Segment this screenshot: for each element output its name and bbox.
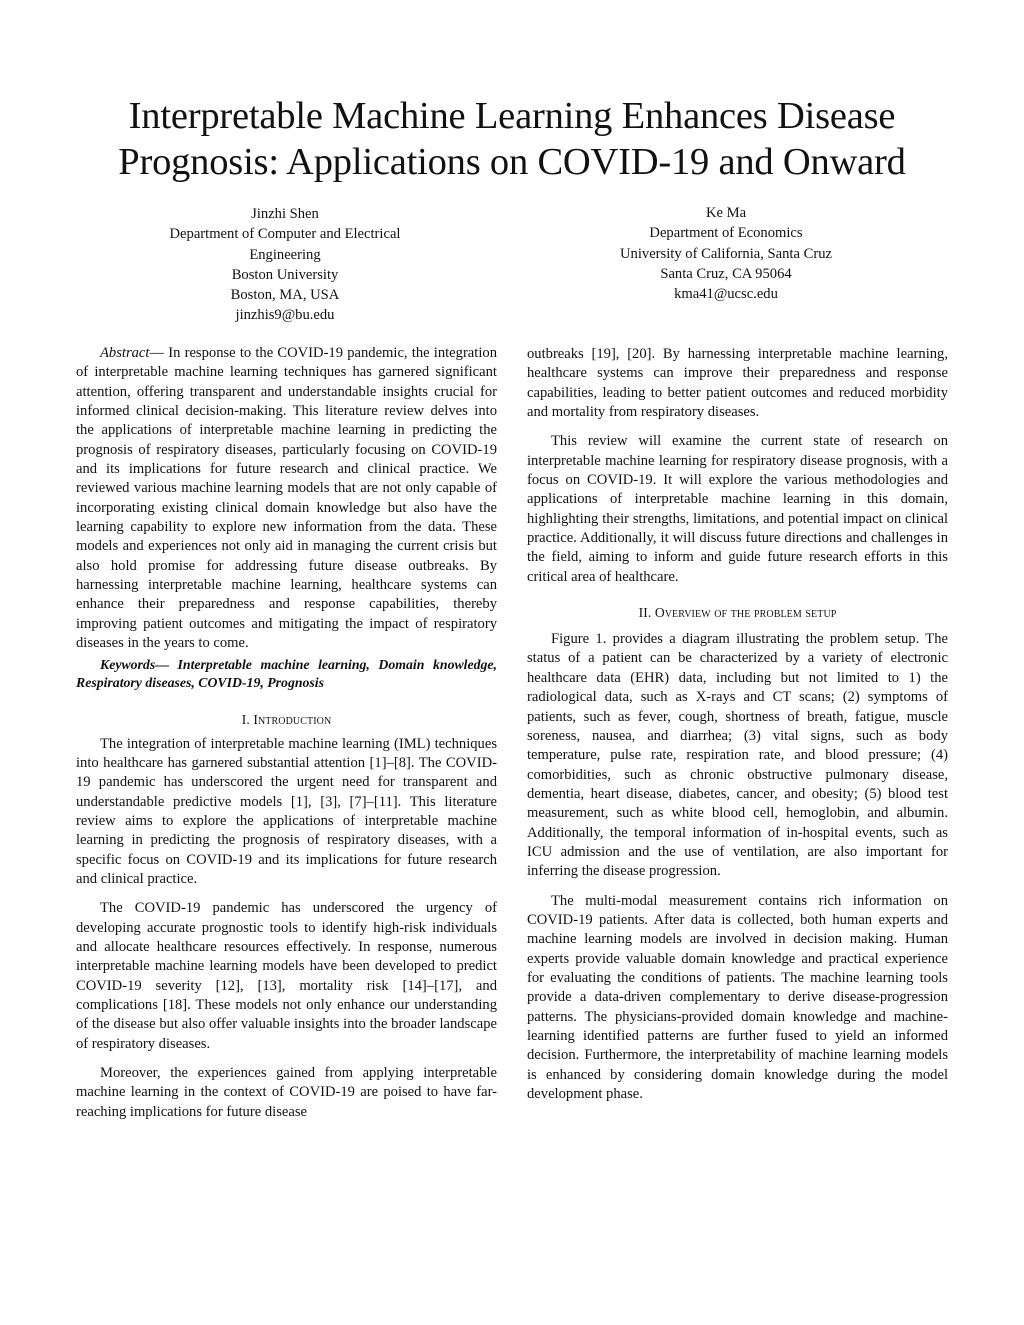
left-column — [76, 344, 497, 1122]
author-name: Ke Ma — [705, 205, 747, 221]
author-email: kma41@ucsc.edu — [674, 286, 778, 303]
intro-paragraph-4: This review will examine the current state of research on interpretable machine learning for respiratory disease prognosis, with a focus on COVID-19. It will explore the various methodologies and applications of interpretable machine learning in this domain, highlighting their strengths, limitations, and potential impact on clinical practice. Additionally, it will discuss future directions and challenges in the field, aiming to inform and guide future research efforts in this critical area of healthcare. — [527, 433, 948, 585]
abstract-text: — In response to the COVID-19 pandemic, the integration of interpretable machine learning techniques has garnered significant attention, offering transparent and understandable insights crucial for informed clinical decision-making. This literature review delves into the applications of interpretable machine learning in predicting the prognosis of respiratory diseases, particularly focusing on COVID-19 and its implications for future research and clinical practice. We reviewed various machine learning models that are not only capable of incorporating existing clinical domain knowledge but also have the learning capability to explore new information from the data. These models and experiences not only aid in managing the current crisis but also hold promise for addressing future disease outbreaks. By harnessing interpretable machine learning, healthcare systems can enhance their preparedness and response capabilities, thereby improving patient outcomes and mitigating the impact of respiratory diseases in the years to come. — [76, 345, 497, 652]
author-affiliation: Department of Economics — [649, 225, 803, 242]
author-block-1 — [120, 204, 450, 326]
intro-paragraph-1: The integration of interpretable machine learning (IML) techniques into healthcare has garnered substantial attention [1]–[8]. The COVID-19 pandemic has underscored the urgent need for transparent and understandable predictive models [1], [3], [7]–[11]. This literature review aims to explore the applications of interpretable machine learning in predicting the prognosis of respiratory diseases, with a specific focus on COVID-19 and its implications for future research and clinical practice. — [76, 735, 497, 887]
author-location: Boston, MA, USA — [230, 287, 340, 304]
author-affiliation: Department of Computer and Electrical — [169, 226, 401, 243]
section-heading-overview: II. Overview of the problem setup — [638, 605, 837, 621]
paper-title — [40, 93, 984, 185]
author-affiliation: Engineering — [249, 246, 321, 263]
author-location: Santa Cruz, CA 95064 — [660, 265, 792, 282]
intro-paragraph-3: Moreover, the experiences gained from applying interpretable machine learning in the context of COVID-19 are poised to have far-reaching implications for future disease — [76, 1065, 497, 1120]
intro-paragraph-2: The COVID-19 pandemic has underscored the urgency of developing accurate prognostic tools to identify high-risk individuals and allocate healthcare resources effectively. In response, numerous interpretable machine learning models have been developed to predict COVID-19 severity [12], [13], mortality risk [14]–[17], and complications [18]. These models not only enhance our understanding of the disease but also offer valuable insights into the broader landscape of respiratory diseases. — [76, 900, 497, 1052]
author-institution: Boston University — [231, 266, 339, 283]
paper-title-line-2: Prognosis: Applications on COVID-19 and Onward — [118, 141, 906, 183]
author-block-2 — [576, 203, 876, 304]
right-column — [527, 345, 948, 1104]
keywords: Keywords— Interpretable machine learning, Domain knowledge, Respiratory diseases, COVID-19, Prognosis — [76, 656, 497, 690]
section-heading-introduction: I. Introduction — [241, 711, 332, 727]
author-name: Jinzhi Shen — [251, 206, 319, 222]
overview-paragraph-1: Figure 1. provides a diagram illustrating the problem setup. The status of a patient can be characterized by a variety of electronic healthcare data (EHR) data, including but not limited to 1) the radiological data, such as X-rays and CT scans; (2) symptoms of patients, such as fever, cough, shortness of breath, fatigue, muscle soreness, nausea, and diarrhea; (3) vital signs, such as body temperature, pulse rate, respiration rate, and blood pressure; (4) comorbidities, such as chronic obstructive pulmonary disease, dementia, heart disease, diabetes, cancer, and obesity; (5) blood test measurement, such as white blood cell, hemoglobin, and albumin. Additionally, the temporal information of in-hospital events, such as ICU admission and the use of ventilation, are also important for inferring the disease progression. — [527, 631, 948, 880]
overview-paragraph-2: The multi-modal measurement contains rich information on COVID-19 patients. After data is collected, both human experts and machine learning models are involved in decision making. Human experts provide valuable domain knowledge and practical experience for evaluating the conditions of patients. The machine learning tools provide a data-driven complementary to derive disease-progression patterns. The physicians-provided domain knowledge and machine-learning identified patterns are further fused to yield an informed decision. Furthermore, the interpretability of machine learning models is enhanced by considering domain knowledge during the model development phase. — [527, 892, 948, 1103]
intro-paragraph-3-continued: outbreaks [19], [20]. By harnessing interpretable machine learning, healthcare systems can improve their preparedness and response capabilities, leading to better patient outcomes and reduced morbidity and mortality from respiratory diseases. — [527, 346, 948, 421]
abstract — [76, 344, 497, 654]
paper-title-line-1: Interpretable Machine Learning Enhances Disease — [128, 95, 896, 137]
author-email: jinzhis9@bu.edu — [235, 307, 335, 324]
abstract-label: Abstract — [100, 345, 150, 361]
author-institution: University of California, Santa Cruz — [620, 245, 832, 262]
